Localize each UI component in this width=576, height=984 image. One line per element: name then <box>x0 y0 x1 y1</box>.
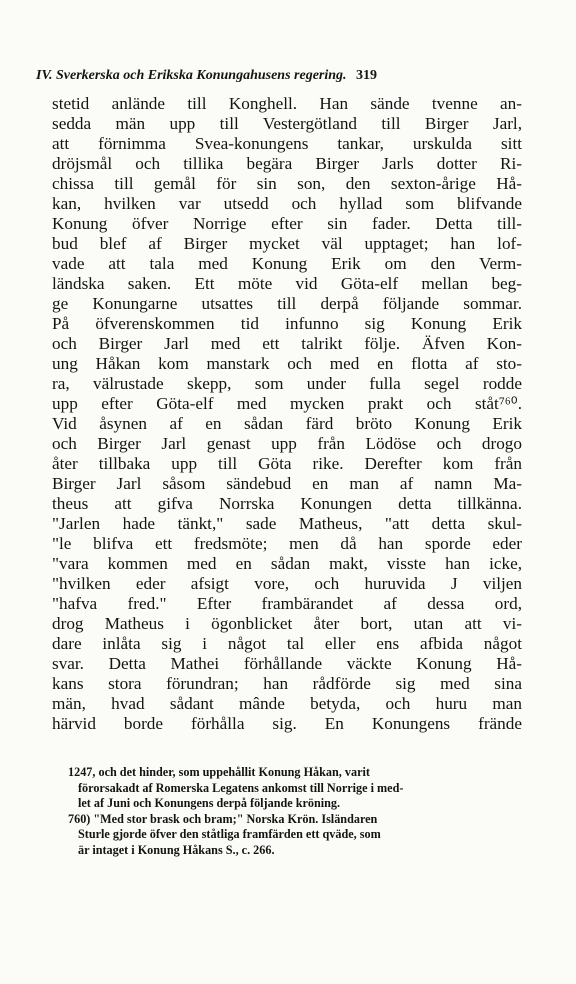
text-line: drog Matheus i ögonblicket åter bort, utan att vi- <box>52 614 522 633</box>
running-header <box>36 68 516 84</box>
text-line: dare inlåta sig i något tal eller ens afbida något <box>52 634 522 653</box>
text-line: vade att tala med Konung Erik om den Verm- <box>52 254 522 273</box>
footnote-line: let af Juni och Konungens derpå följande kröning. <box>78 796 341 810</box>
text-line: kans stora förundran; han rådförde sig med sina <box>52 674 522 693</box>
footnote-line: är intaget i Konung Håkans S., c. 266. <box>78 842 275 857</box>
text-line: sedda män upp till Vestergötland till Birger Jarl, <box>52 114 522 133</box>
text-line: stetid anlände till Konghell. Han sände tvenne an- <box>52 94 522 113</box>
footnotes <box>52 765 522 858</box>
text-line: att förnimma Svea-konungens tankar, urskulda sitt <box>52 134 522 153</box>
footnote-line: 760) "Med stor brask och bram;" Norska Krön. Isländaren <box>68 811 378 826</box>
text-line: dröjsmål och tillika begära Birger Jarls dotter Ri- <box>52 154 522 173</box>
text-line: och Birger Jarl genast upp från Lödöse och drogo <box>52 434 522 453</box>
text-line: "hafva fred." Efter frambärandet af dessa ord, <box>52 594 522 613</box>
text-line: "le blifva ett fredsmöte; men då han sporde eder <box>52 534 522 553</box>
text-line: ung Håkan kom manstark och med en flotta af sto- <box>52 354 522 373</box>
text-line: Konung öfver Norrige efter sin fader. Detta till- <box>52 214 522 233</box>
page-number: 319 <box>356 68 378 83</box>
footnote-line: Sturle gjorde öfver den ståtliga framfärden ett qväde, som <box>78 827 381 841</box>
text-line: ra, välrustade skepp, som under fulla segel rodde <box>52 374 522 393</box>
text-line: ländska saken. Ett möte vid Göta-elf mellan beg- <box>52 274 522 293</box>
text-line: theus att gifva Norrska Konungen detta tillkänna. <box>52 494 522 513</box>
text-line: Vid åsynen af en sådan färd bröto Konung Erik <box>52 414 522 433</box>
text-line: På öfverenskommen tid infunno sig Konung Erik <box>52 314 522 333</box>
footnote-line: 1247, och det hinder, som uppehållit Konung Håkan, varit <box>68 765 370 779</box>
text-line: chissa till gemål för sin son, den sexton-årige Hå- <box>52 174 522 193</box>
body-text <box>52 94 522 734</box>
text-line: "hvilken eder afsigt vore, och huruvida J viljen <box>52 574 522 593</box>
text-line: svar. Detta Mathei förhållande väckte Konung Hå- <box>52 654 522 673</box>
text-line: män, hvad sådant mânde betyda, och huru man <box>52 694 522 713</box>
text-line: kan, hvilken var utsedd och hyllad som blifvande <box>52 194 522 213</box>
text-line: härvid borde förhålla sig. En Konungens frände <box>52 714 522 733</box>
text-line: och Birger Jarl med ett talrikt följe. Äfven Kon- <box>52 334 522 353</box>
text-line: Birger Jarl såsom sändebud en man af namn Ma- <box>52 474 522 493</box>
footnote-line: förorsakadt af Romerska Legatens ankomst till Norrige i med- <box>78 780 404 795</box>
running-title: IV. Sverkerska och Erikska Konungahusens regering. <box>36 68 347 83</box>
text-line: åter tillbaka upp till Göta rike. Derefter kom från <box>52 454 522 473</box>
text-line: bud blef af Birger mycket väl upptaget; han lof- <box>52 234 522 253</box>
text-line: "vara kommen med en sådan makt, visste han icke, <box>52 554 522 573</box>
text-line: ge Konungarne utsattes till derpå följande sommar. <box>52 294 522 313</box>
text-line: "Jarlen hade tänkt," sade Matheus, "att detta skul- <box>52 514 522 533</box>
text-line: upp efter Göta-elf med mycken prakt och ståt⁷⁶⁰. <box>52 394 522 413</box>
